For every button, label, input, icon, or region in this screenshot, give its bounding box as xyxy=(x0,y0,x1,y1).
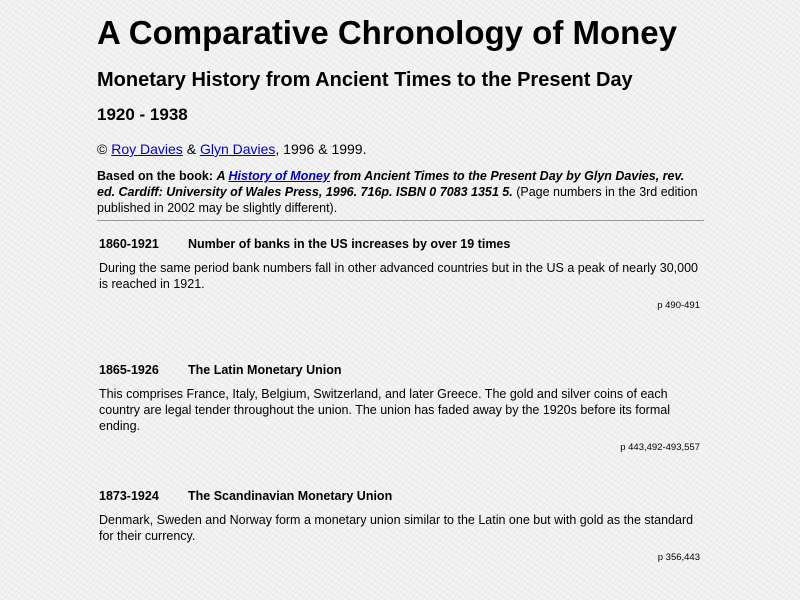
ampersand: & xyxy=(186,141,197,157)
entry-title: The Latin Monetary Union xyxy=(188,363,342,377)
entry-title: The Scandinavian Monetary Union xyxy=(188,489,393,503)
book-link[interactable]: History of Money xyxy=(228,169,330,183)
entry-date: 1865-1926 xyxy=(99,363,159,377)
book-article: A xyxy=(216,169,229,183)
copyright-years: , 1996 & 1999. xyxy=(275,141,367,157)
edition-note: (Page numbers in the 3rd edition published in 2002 may be slightly different). xyxy=(97,185,698,215)
chronology-entry xyxy=(99,363,703,453)
page-title: A Comparative Chronology of Money xyxy=(97,14,677,51)
copyright-line xyxy=(97,141,366,157)
roy-davies-link[interactable]: Roy Davies xyxy=(111,141,183,157)
chronology-entry xyxy=(99,237,703,311)
entry-description: Denmark, Sweden and Norway form a monetary union similar to the Latin one but with gold as the standard for their currency. xyxy=(99,513,694,543)
entry-date: 1860-1921 xyxy=(99,237,159,251)
entry-description: During the same period bank numbers fall in other advanced countries but in the US a peak of nearly 30,000 is reached in 1921. xyxy=(99,261,698,291)
entry-page-reference: p 490-491 xyxy=(657,300,700,311)
book-reference xyxy=(97,168,704,216)
entry-description: This comprises France, Italy, Belgium, Switzerland, and later Greece. The gold and silver coins of each country are legal tender throughout the union. The union has faded away by the 1920s before its formal ending. xyxy=(99,387,670,433)
page-subtitle: Monetary History from Ancient Times to the Present Day xyxy=(97,69,633,91)
chronology-entry xyxy=(99,489,703,563)
based-prefix: Based on the book: xyxy=(97,169,217,183)
entry-date: 1873-1924 xyxy=(99,489,159,503)
book-details: from Ancient Times to the Present Day by Glyn Davies, rev. ed. Cardiff: University of Wales Press, 1996. 716p. ISBN 0 7083 1351 5. xyxy=(97,169,685,199)
entry-page-reference: p 443,492-493,557 xyxy=(620,442,700,453)
divider xyxy=(97,220,704,221)
copyright-symbol: © xyxy=(97,141,108,157)
entry-title: Number of banks in the US increases by over 19 times xyxy=(188,237,511,251)
period-heading: 1920 - 1938 xyxy=(97,105,188,124)
glyn-davies-link[interactable]: Glyn Davies xyxy=(199,141,276,157)
entry-page-reference: p 356,443 xyxy=(657,552,700,563)
